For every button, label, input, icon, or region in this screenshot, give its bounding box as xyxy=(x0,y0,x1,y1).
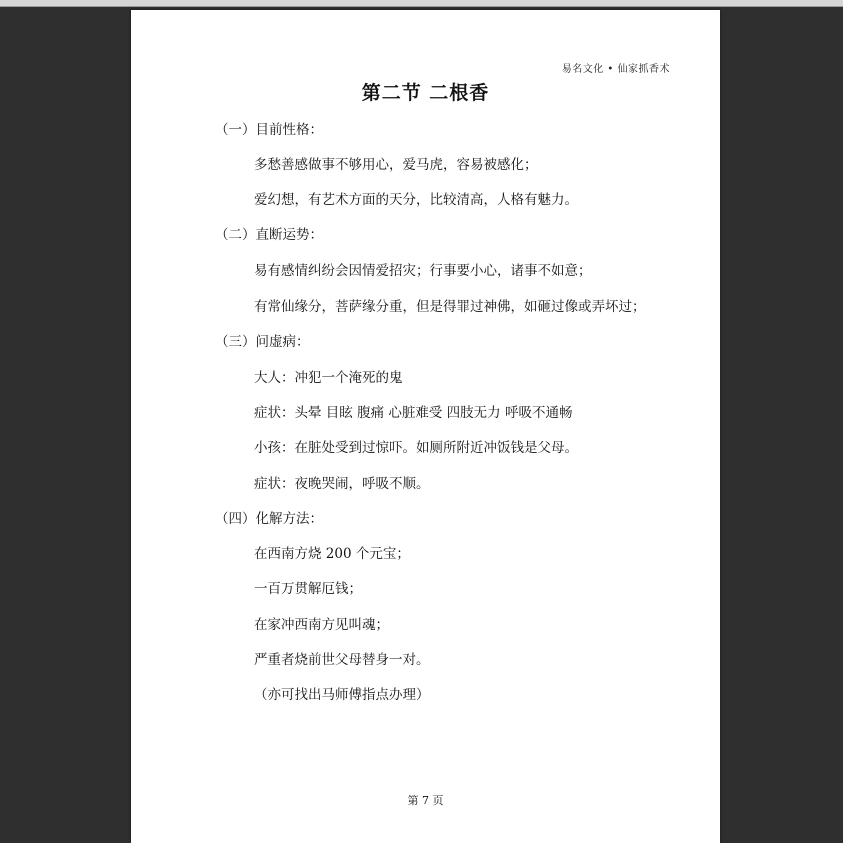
section-heading: （二）直断运势： xyxy=(215,227,323,243)
body-line: 多愁善感做事不够用心，爱马虎，容易被感化； xyxy=(254,157,538,173)
section-heading: （一）目前性格： xyxy=(215,122,323,138)
body-line: 爱幻想，有艺术方面的天分，比较清高，人格有魅力。 xyxy=(254,192,578,208)
body-line: 易有感情纠纷会因情爱招灾；行事要小心，诸事不如意； xyxy=(254,263,592,279)
body-line: 症状：夜晚哭闹，呼吸不顺。 xyxy=(254,476,430,492)
body-line: 小孩：在脏处受到过惊吓。如厕所附近冲饭钱是父母。 xyxy=(254,440,578,456)
body-line: 症状：头晕 目眩 腹痛 心脏难受 四肢无力 呼吸不通畅 xyxy=(254,405,573,421)
page-title: 第二节 二根香 xyxy=(361,82,490,104)
body-line: （亦可找出马师傅指点办理） xyxy=(254,687,430,703)
body-line: 在家冲西南方见叫魂； xyxy=(254,617,389,633)
page-header: 易名文化 • 仙家抓香术 xyxy=(561,64,670,75)
page-number: 第 7 页 xyxy=(407,794,444,807)
section-heading: （三）问虚病： xyxy=(215,334,310,350)
body-line: 一百万贯解厄钱； xyxy=(254,581,362,597)
document-page xyxy=(131,10,720,843)
body-line: 大人：冲犯一个淹死的鬼 xyxy=(254,370,403,386)
section-heading: （四）化解方法： xyxy=(215,511,323,527)
viewer-toolbar xyxy=(0,0,843,7)
body-line: 严重者烧前世父母替身一对。 xyxy=(254,652,430,668)
body-line: 在西南方烧 200 个元宝； xyxy=(254,546,410,562)
body-line: 有常仙缘分，菩萨缘分重，但是得罪过神佛，如砸过像或弄坏过； xyxy=(254,299,646,315)
